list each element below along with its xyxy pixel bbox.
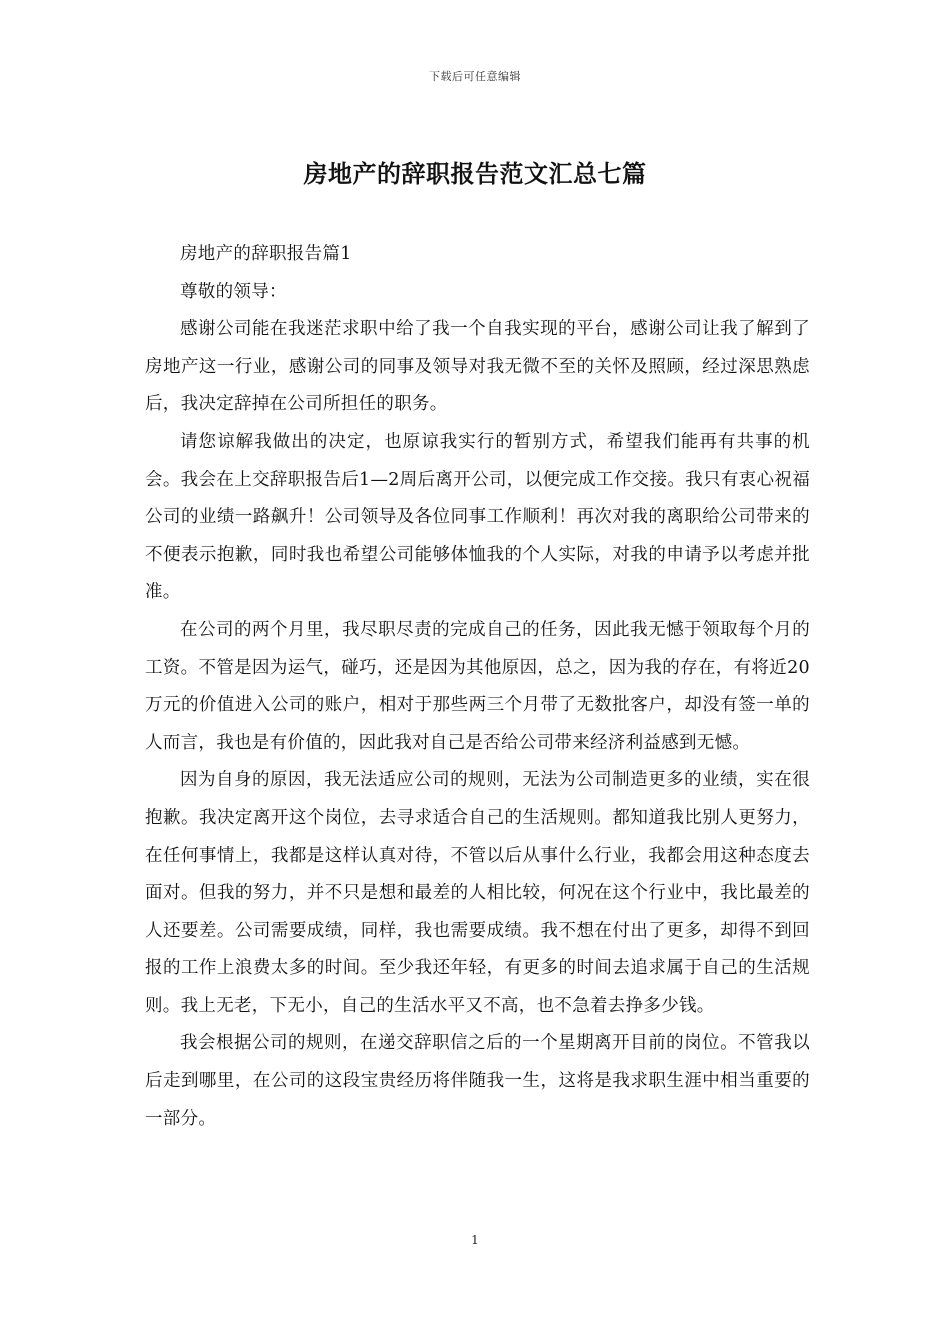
salutation: 尊敬的领导： <box>180 281 287 302</box>
body-paragraph: 因为自身的原因，我无法适应公司的规则，无法为公司制造更多的业绩，实在很抱歉。我决定离开这个岗位，去寻求适合自己的生活规则。都知道我比别人更努力，在任何事情上，我都是这样认真对待，不管以后从事什么行业，我都会用这种态度去面对。但我的努力，并不只是想和最差的人相比较，何况在这个行业中，我比最差的人还要差。公司需要成绩，同样，我也需要成绩。我不想在付出了更多，却得不到回报的工作上浪费太多的时间。至少我还年轻，有更多的时间去追求属于自己的生活规则。我上无老，下无小，自己的生活水平又不高，也不急着去挣多少钱。 <box>145 770 810 1016</box>
header-note: 下载后可任意编辑 <box>429 70 521 83</box>
body-paragraph: 在公司的两个月里，我尽职尽责的完成自己的任务，因此我无憾于领取每个月的工资。不管是因为运气，碰巧，还是因为其他原因，总之，因为我的存在，有将近20万元的价值进入公司的账户，相对于那些两三个月带了无数批客户，却没有签一单的人而言，我也是有价值的，因此我对自己是否给公司带来经济利益感到无憾。 <box>145 619 810 753</box>
page-number: 1 <box>471 1233 479 1247</box>
document-body <box>145 236 810 1138</box>
section-heading: 房地产的辞职报告篇1 <box>180 244 352 264</box>
body-paragraph: 请您谅解我做出的决定，也原谅我实行的暂别方式，希望我们能再有共事的机会。我会在上交辞职报告后1—2周后离开公司，以便完成工作交接。我只有衷心祝福公司的业绩一路飙升！公司领导及各位同事工作顺利！再次对我的离职给公司带来的不便表示抱歉，同时我也希望公司能够体恤我的个人实际，对我的申请予以考虑并批准。 <box>145 431 810 603</box>
document-title: 房地产的辞职报告范文汇总七篇 <box>303 159 647 188</box>
body-paragraph: 感谢公司能在我迷茫求职中给了我一个自我实现的平台，感谢公司让我了解到了房地产这一行业，感谢公司的同事及领导对我无微不至的关怀及照顾，经过深思熟虑后，我决定辞掉在公司所担任的职务。 <box>145 319 810 415</box>
body-paragraph: 我会根据公司的规则，在递交辞职信之后的一个星期离开目前的岗位。不管我以后走到哪里，在公司的这段宝贵经历将伴随我一生，这将是我求职生涯中相当重要的一部分。 <box>145 1033 810 1129</box>
